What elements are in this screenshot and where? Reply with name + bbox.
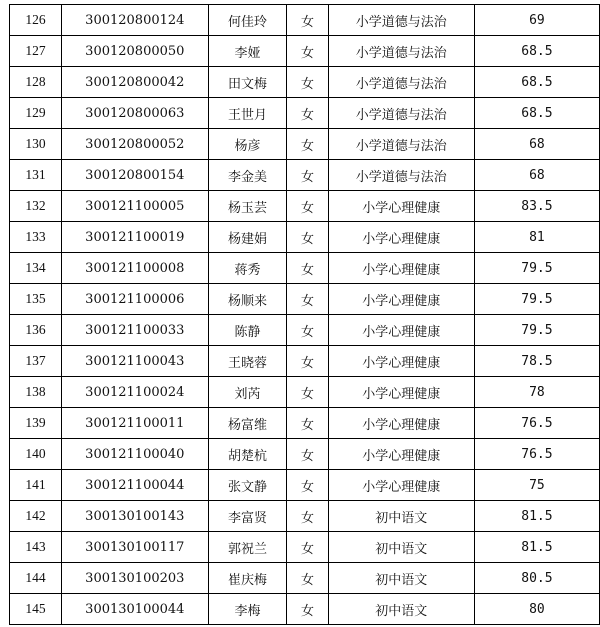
candidate-name-cell: 杨彦 — [208, 129, 287, 160]
table-row — [10, 470, 600, 501]
candidate-name-cell: 崔庆梅 — [208, 563, 287, 594]
row-number-cell: 139 — [10, 408, 62, 439]
score-cell: 79.5 — [474, 284, 599, 315]
row-number-cell: 129 — [10, 98, 62, 129]
score-cell: 81 — [474, 222, 599, 253]
row-number-cell: 127 — [10, 36, 62, 67]
subject-cell: 小学心理健康 — [328, 346, 474, 377]
score-cell: 68.5 — [474, 98, 599, 129]
row-number-cell: 141 — [10, 470, 62, 501]
table-row — [10, 377, 600, 408]
exam-id-cell: 300121100044 — [62, 470, 209, 501]
subject-cell: 小学心理健康 — [328, 191, 474, 222]
exam-id-cell: 300121100005 — [62, 191, 209, 222]
exam-id-cell: 300130100044 — [62, 594, 209, 625]
table-row — [10, 563, 600, 594]
gender-cell: 女 — [287, 346, 328, 377]
row-number-cell: 135 — [10, 284, 62, 315]
exam-id-cell: 300121100008 — [62, 253, 209, 284]
row-number-cell: 126 — [10, 5, 62, 36]
gender-cell: 女 — [287, 315, 328, 346]
subject-cell: 小学道德与法治 — [328, 5, 474, 36]
subject-cell: 小学道德与法治 — [328, 67, 474, 98]
table-row — [10, 98, 600, 129]
score-cell: 75 — [474, 470, 599, 501]
score-cell: 79.5 — [474, 253, 599, 284]
exam-id-cell: 300121100024 — [62, 377, 209, 408]
score-cell: 68 — [474, 160, 599, 191]
row-number-cell: 136 — [10, 315, 62, 346]
subject-cell: 初中语文 — [328, 594, 474, 625]
candidate-name-cell: 李娅 — [208, 36, 287, 67]
subject-cell: 小学心理健康 — [328, 408, 474, 439]
exam-id-cell: 300130100143 — [62, 501, 209, 532]
gender-cell: 女 — [287, 129, 328, 160]
candidate-score-table — [9, 4, 600, 625]
row-number-cell: 138 — [10, 377, 62, 408]
row-number-cell: 131 — [10, 160, 62, 191]
candidate-name-cell: 李金美 — [208, 160, 287, 191]
score-cell: 80.5 — [474, 563, 599, 594]
exam-id-cell: 300120800154 — [62, 160, 209, 191]
table-body — [10, 5, 600, 625]
subject-cell: 小学道德与法治 — [328, 160, 474, 191]
score-cell: 79.5 — [474, 315, 599, 346]
row-number-cell: 140 — [10, 439, 62, 470]
subject-cell: 小学心理健康 — [328, 284, 474, 315]
candidate-name-cell: 郭祝兰 — [208, 532, 287, 563]
candidate-name-cell: 杨富维 — [208, 408, 287, 439]
score-cell: 78 — [474, 377, 599, 408]
candidate-name-cell: 何佳玲 — [208, 5, 287, 36]
gender-cell: 女 — [287, 284, 328, 315]
exam-id-cell: 300120800052 — [62, 129, 209, 160]
candidate-name-cell: 胡楚杭 — [208, 439, 287, 470]
table-row — [10, 160, 600, 191]
gender-cell: 女 — [287, 222, 328, 253]
score-cell: 68 — [474, 129, 599, 160]
table-row — [10, 408, 600, 439]
exam-id-cell: 300121100011 — [62, 408, 209, 439]
table-row — [10, 191, 600, 222]
candidate-name-cell: 王世月 — [208, 98, 287, 129]
subject-cell: 初中语文 — [328, 563, 474, 594]
table-row — [10, 594, 600, 625]
exam-id-cell: 300121100033 — [62, 315, 209, 346]
subject-cell: 小学道德与法治 — [328, 98, 474, 129]
score-cell: 83.5 — [474, 191, 599, 222]
gender-cell: 女 — [287, 5, 328, 36]
subject-cell: 小学道德与法治 — [328, 129, 474, 160]
candidate-name-cell: 王晓蓉 — [208, 346, 287, 377]
table-row — [10, 253, 600, 284]
table-row — [10, 532, 600, 563]
candidate-name-cell: 杨建娟 — [208, 222, 287, 253]
row-number-cell: 142 — [10, 501, 62, 532]
exam-id-cell: 300121100040 — [62, 439, 209, 470]
candidate-name-cell: 李富贤 — [208, 501, 287, 532]
candidate-name-cell: 田文梅 — [208, 67, 287, 98]
gender-cell: 女 — [287, 470, 328, 501]
row-number-cell: 134 — [10, 253, 62, 284]
exam-id-cell: 300121100006 — [62, 284, 209, 315]
candidate-name-cell: 刘芮 — [208, 377, 287, 408]
subject-cell: 小学心理健康 — [328, 377, 474, 408]
candidate-name-cell: 蒋秀 — [208, 253, 287, 284]
subject-cell: 小学心理健康 — [328, 470, 474, 501]
row-number-cell: 143 — [10, 532, 62, 563]
table-row — [10, 315, 600, 346]
exam-id-cell: 300121100019 — [62, 222, 209, 253]
gender-cell: 女 — [287, 594, 328, 625]
row-number-cell: 144 — [10, 563, 62, 594]
gender-cell: 女 — [287, 377, 328, 408]
gender-cell: 女 — [287, 36, 328, 67]
gender-cell: 女 — [287, 253, 328, 284]
table-row — [10, 36, 600, 67]
gender-cell: 女 — [287, 160, 328, 191]
subject-cell: 小学心理健康 — [328, 315, 474, 346]
table-row — [10, 284, 600, 315]
subject-cell: 小学心理健康 — [328, 439, 474, 470]
row-number-cell: 133 — [10, 222, 62, 253]
exam-id-cell: 300120800063 — [62, 98, 209, 129]
subject-cell: 小学心理健康 — [328, 222, 474, 253]
score-cell: 78.5 — [474, 346, 599, 377]
row-number-cell: 128 — [10, 67, 62, 98]
row-number-cell: 137 — [10, 346, 62, 377]
gender-cell: 女 — [287, 439, 328, 470]
gender-cell: 女 — [287, 408, 328, 439]
subject-cell: 初中语文 — [328, 501, 474, 532]
table-row — [10, 439, 600, 470]
score-cell: 81.5 — [474, 501, 599, 532]
row-number-cell: 130 — [10, 129, 62, 160]
candidate-name-cell: 李梅 — [208, 594, 287, 625]
gender-cell: 女 — [287, 67, 328, 98]
exam-id-cell: 300130100203 — [62, 563, 209, 594]
gender-cell: 女 — [287, 501, 328, 532]
score-cell: 76.5 — [474, 439, 599, 470]
gender-cell: 女 — [287, 191, 328, 222]
gender-cell: 女 — [287, 532, 328, 563]
table-row — [10, 501, 600, 532]
exam-id-cell: 300130100117 — [62, 532, 209, 563]
subject-cell: 小学心理健康 — [328, 253, 474, 284]
candidate-name-cell: 杨顺来 — [208, 284, 287, 315]
table-row — [10, 67, 600, 98]
table-row — [10, 346, 600, 377]
score-cell: 80 — [474, 594, 599, 625]
candidate-name-cell: 杨玉芸 — [208, 191, 287, 222]
gender-cell: 女 — [287, 563, 328, 594]
gender-cell: 女 — [287, 98, 328, 129]
table-row — [10, 222, 600, 253]
score-cell: 69 — [474, 5, 599, 36]
subject-cell: 小学道德与法治 — [328, 36, 474, 67]
score-cell: 76.5 — [474, 408, 599, 439]
row-number-cell: 145 — [10, 594, 62, 625]
exam-id-cell: 300120800124 — [62, 5, 209, 36]
table-row — [10, 5, 600, 36]
candidate-name-cell: 张文静 — [208, 470, 287, 501]
exam-id-cell: 300121100043 — [62, 346, 209, 377]
table-row — [10, 129, 600, 160]
score-cell: 81.5 — [474, 532, 599, 563]
score-cell: 68.5 — [474, 67, 599, 98]
exam-id-cell: 300120800050 — [62, 36, 209, 67]
exam-id-cell: 300120800042 — [62, 67, 209, 98]
row-number-cell: 132 — [10, 191, 62, 222]
score-cell: 68.5 — [474, 36, 599, 67]
subject-cell: 初中语文 — [328, 532, 474, 563]
candidate-name-cell: 陈静 — [208, 315, 287, 346]
